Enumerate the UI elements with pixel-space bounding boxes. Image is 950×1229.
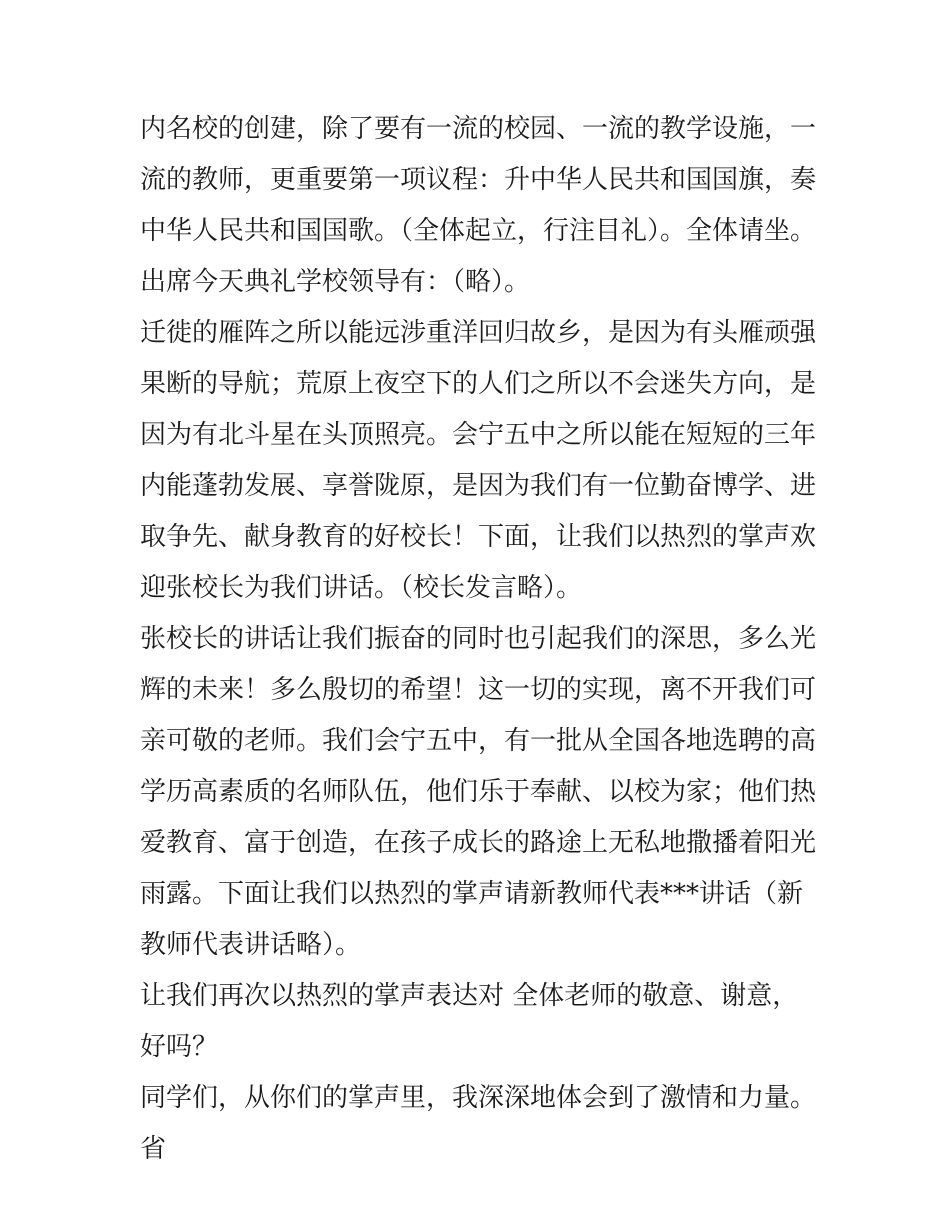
paragraph-applause-teachers: 让我们再次以热烈的掌声表达对 全体老师的敬意、谢意，好吗？: [140, 981, 799, 1062]
paragraph-students: 同学们，从你们的掌声里，我深深地体会到了激情和力量。省: [140, 1083, 817, 1164]
paragraph-ceremony-opening: 内名校的创建，除了要有一流的校园、一流的教学设施，一流的教师，更重要第一项议程：升中华人民共和国国旗，奏中华人民共和国国歌。（全体起立，行注目礼）。全体请坐。: [140, 114, 817, 246]
paragraph-teacher-intro: 张校长的讲话让我们振奋的同时也引起我们的深思，多么光辉的未来！多么殷切的希望！这一切的实现，离不开我们可亲可敬的老师。我们会宁五中，有一批从全国各地选聘的高学历高素质的名师队伍，他们乐于奉献、以校为家；他们热爱教育、富于创造，在孩子成长的路途上无私地撒播着阳光雨露。下面让我们以热烈的掌声请新教师代表***讲话（新教师代表讲话略）。: [140, 624, 817, 960]
paragraph-principal-intro: 迁徙的雁阵之所以能远涉重洋回归故乡，是因为有头雁顽强果断的导航；荒原上夜空下的人们之所以不会迷失方向，是因为有北斗星在头顶照亮。会宁五中之所以能在短短的三年内能蓬勃发展、享誉陇原，是因为我们有一位勤奋博学、进取争先、献身教育的好校长！下面，让我们以热烈的掌声欢迎张校长为我们讲话。（校长发言略）。: [140, 318, 817, 603]
document-body: [140, 104, 820, 1175]
paragraph-attending-leaders: 出席今天典礼学校领导有：（略）。: [140, 267, 531, 297]
